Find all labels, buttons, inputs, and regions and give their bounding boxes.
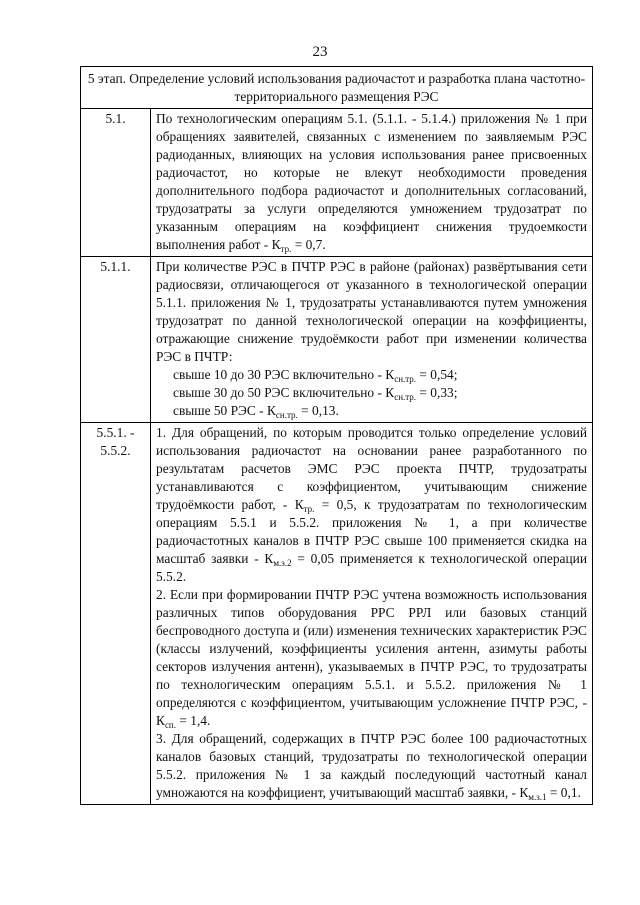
text-segment: = 1,4. [176, 713, 211, 728]
row-text [151, 257, 593, 423]
list-item [173, 384, 587, 402]
coefficient-list [156, 366, 587, 420]
coefficient-subscript: м.з.1 [528, 792, 547, 802]
coefficient-subscript: м.з.2 [273, 558, 292, 568]
text-segment: По технологическим операциям 5.1. (5.1.1. - 5.1.4.) приложения № 1 при обращениях заявителей, связанных с изменением по заявляемым РЭС радиоданных, влияющих на условия использования ранее присвоенных радиочастот, но которые не влекут необходимости проведения дополнительного подбора радиочастот и дополнительных согласований, трудозатраты за услуги определяются умножением трудозатрат по указанным операциям на коэффициент снижения трудоемкости выполнения работ - К [156, 111, 587, 252]
coefficient-subscript: сн.тр. [394, 374, 417, 384]
coefficients-table [80, 66, 593, 805]
table-row [81, 257, 593, 423]
row-paragraph [156, 730, 587, 802]
text-segment: = 0,05 применяется к технологической операции 5.5.2. [156, 551, 587, 584]
row-paragraph [156, 586, 587, 730]
page-number: 23 [312, 44, 328, 60]
text-segment: = 0,1. [546, 785, 581, 800]
row-number: 5.1. [81, 109, 151, 257]
text-segment: 1. Для обращений, по которым проводится только определение условий использования радиочастот на основании ранее разработанного по результатам расчетов ЭМС РЭС проекта ПЧТР, трудозатраты устанавливаются с коэффициентом, учитывающим снижение трудоёмкости работ, - К [156, 425, 587, 512]
text-segment: свыше 10 до 30 РЭС включительно - К [173, 367, 395, 382]
coefficient-subscript: сн.тр. [275, 410, 298, 420]
row-text [151, 423, 593, 805]
row-text [151, 109, 593, 257]
table-row [81, 423, 593, 805]
text-segment: = 0,7. [291, 237, 326, 252]
stage-title: 5 этап. Определение условий использования радиочастот и разработка плана частотно-территориального размещения РЭС [81, 67, 593, 109]
text-segment: свыше 50 РЭС - К [173, 403, 276, 418]
row-number: 5.5.1. - 5.5.2. [81, 423, 151, 805]
text-segment: свыше 30 до 50 РЭС включительно - К [173, 385, 395, 400]
row-paragraph [156, 424, 587, 586]
list-item [173, 366, 587, 384]
coefficient-subscript: тр. [303, 504, 315, 514]
coefficient-subscript: тр. [280, 244, 292, 254]
text-segment: = 0,5, к трудозатратам по технологическим операциям 5.5.1 и 5.5.2. приложения № 1, а при количестве радиочастотных каналов в ПЧТР РЭС свыше 100 применяется скидка на масштаб заявки - К [156, 497, 587, 566]
table-row [81, 109, 593, 257]
text-segment: 2. Если при формировании ПЧТР РЭС учтена возможность использования различных типов оборудования РРС РРЛ или базовых станций беспроводного доступа и (или) изменения технических характеристик РЭС (классы излучений, коэффициенты усиления антенн, азимуты работы секторов излучения антенн), указываемых в ПЧТР РЭС, то трудозатраты по технологическим операциям 5.5.1. и 5.5.2. приложения № 1 определяются с коэффициентом, учитывающим усложнение ПЧТР РЭС, - К [156, 587, 587, 728]
row-paragraph: При количестве РЭС в ПЧТР РЭС в районе (районах) развёртывания сети радиосвязи, отличающегося от указанного в технологической операции 5.1.1. приложения № 1, трудозатраты устанавливаются путем умножения трудозатрат по данной технологической операции на коэффициенты, отражающие снижение трудоёмкости работ при изменении количества РЭС в ПЧТР: [156, 259, 587, 364]
coefficient-subscript: сп. [164, 720, 176, 730]
text-segment: = 0,13. [297, 403, 339, 418]
text-segment: = 0,54; [416, 367, 458, 382]
coefficient-subscript: сн.тр. [394, 392, 417, 402]
row-number: 5.1.1. [81, 257, 151, 423]
text-segment: 3. Для обращений, содержащих в ПЧТР РЭС более 100 радиочастотных каналов базовых станций, трудозатраты по технологической операции 5.5.2. приложения № 1 за каждый последующий частотный канал умножаются на коэффициент, учитывающий масштаб заявки, - К [156, 731, 587, 800]
table-row [81, 67, 593, 109]
text-segment: = 0,33; [416, 385, 458, 400]
list-item [173, 402, 587, 420]
